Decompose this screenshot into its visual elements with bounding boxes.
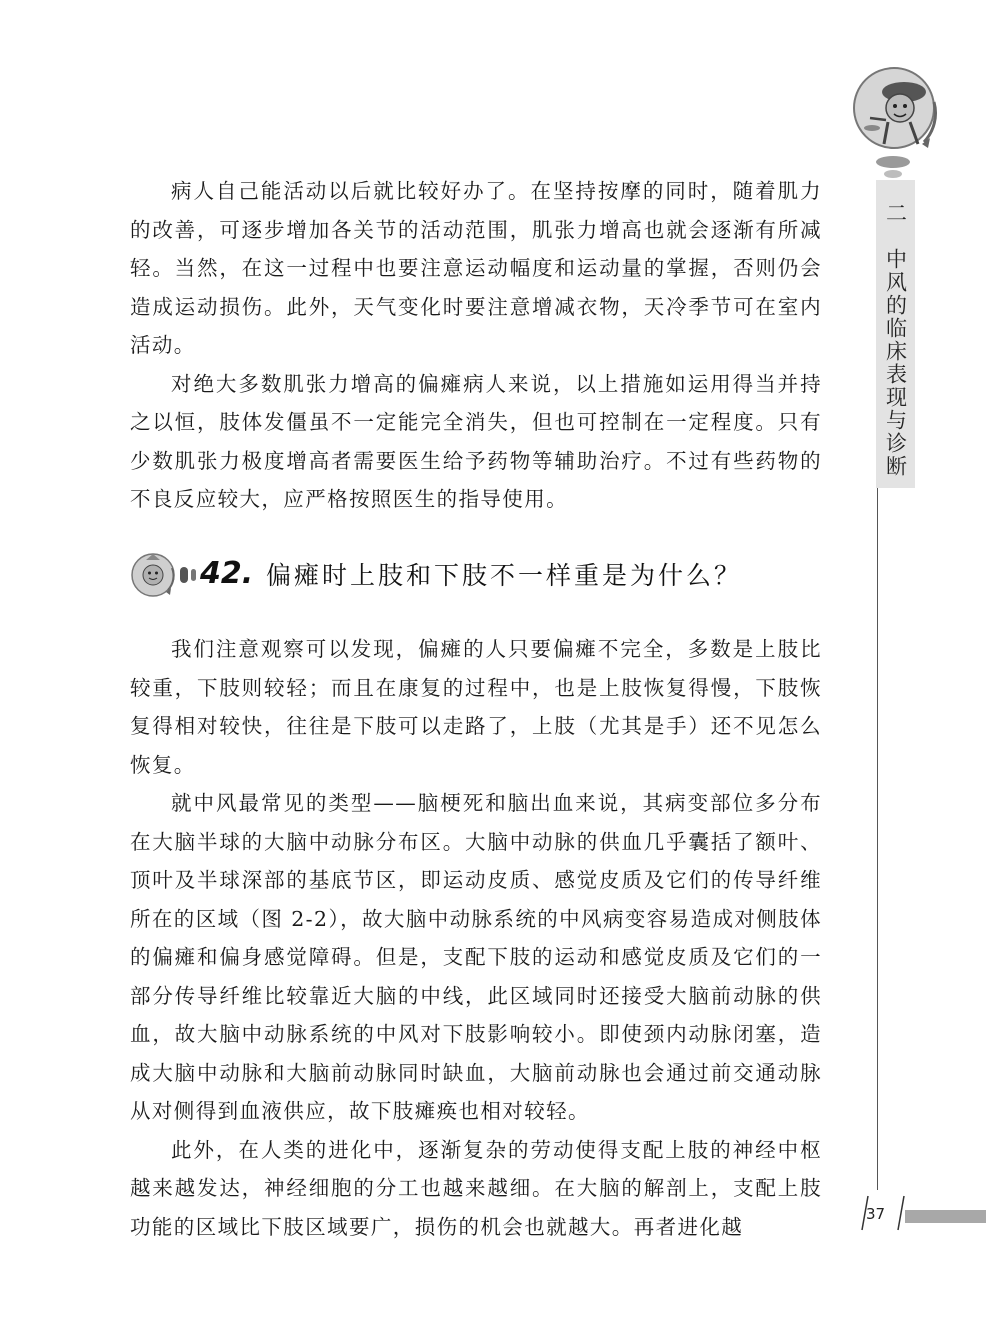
paragraph: 就中风最常见的类型——脑梗死和脑出血来说，其病变部位多分布在大脑半球的大脑中动脉分布区。大脑中动脉的供血几乎囊括了额叶、顶叶及半球深部的基底节区，即运动皮质、感觉皮质及它们的传导纤维所在的区域（图 2-2），故大脑中动脉系统的中风病变容易造成对侧肢体的偏瘫和偏身感觉障碍。但是，支配下肢的运动和感觉皮质及它们的一部分传导纤维比较靠近大脑的中线，此区域同时还接受大脑前动脉的供血，故大脑中动脉系统的中风对下肢影响较小。即使颈内动脉闭塞，造成大脑中动脉和大脑前动脉同时缺血，大脑前动脉也会通过前交通动脉从对侧得到血液供应，故下肢瘫痪也相对较轻。 [130, 791, 822, 1123]
chapter-label: 二 中风的临床表现与诊断 [883, 202, 908, 478]
question-badge-icon [128, 550, 178, 600]
section-heading [128, 548, 828, 606]
decorative-dot [884, 170, 902, 178]
paragraph: 此外，在人类的进化中，逐渐复杂的劳动使得支配上肢的神经中枢越来越发达，神经细胞的分工也越来越细。在大脑的解剖上，支配上肢功能的区域比下肢区域要广，损伤的机会也就越大。再者进化越 [130, 1137, 822, 1239]
chapter-tab [876, 180, 915, 488]
decorative-dot [876, 156, 910, 168]
section-number: 42. [200, 556, 254, 591]
body-text-bottom [130, 630, 822, 1246]
paragraph: 我们注意观察可以发现，偏瘫的人只要偏瘫不完全，多数是上肢比较重，下肢则较轻；而且在康复的过程中，也是上肢恢复得慢，下肢恢复得相对较快，往往是下肢可以走路了，上肢（尤其是手）还不见怎么恢复。 [130, 637, 822, 777]
folio-bar [905, 1210, 986, 1223]
chapter-mascot-illustration [848, 62, 944, 158]
page-number: 37 [866, 1205, 886, 1223]
heading-dot [180, 567, 188, 583]
heading-dot [191, 569, 196, 581]
section-title: 偏瘫时上肢和下肢不一样重是为什么？ [266, 561, 743, 590]
paragraph: 病人自己能活动以后就比较好办了。在坚持按摩的同时，随着肌力的改善，可逐步增加各关节的活动范围，肌张力增高也就会逐渐有所减轻。当然，在这一过程中也要注意运动幅度和运动量的掌握，否则仍会造成运动损伤。此外，天气变化时要注意增减衣物，天冷季节可在室内活动。 [130, 179, 822, 357]
body-text-top [130, 172, 822, 519]
margin-rule [877, 488, 878, 1190]
paragraph: 对绝大多数肌张力增高的偏瘫病人来说，以上措施如运用得当并持之以恒，肢体发僵虽不一定能完全消失，但也可控制在一定程度。只有少数肌张力极度增高者需要医生给予药物等辅助治疗。不过有些药物的不良反应较大，应严格按照医生的指导使用。 [130, 371, 822, 511]
